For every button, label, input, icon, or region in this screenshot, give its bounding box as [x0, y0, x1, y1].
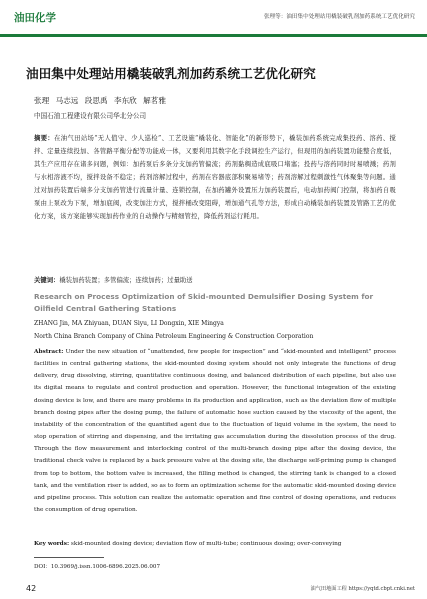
english-abstract-label: Abstract:: [34, 349, 64, 355]
journal-name: 油田化学: [14, 12, 56, 24]
english-title: Research on Process Optimization of Skid-mounted Demulsifier Dosing System for Oilfield Central Gathering Stations: [34, 292, 374, 313]
chinese-abstract-label: 摘要：: [34, 135, 55, 142]
english-abstract: [34, 346, 396, 516]
footnote-divider: [34, 557, 104, 558]
english-affiliation: North China Branch Company of China Petroleum Engineering & Construction Corporation: [34, 333, 314, 340]
english-authors: ZHANG Jin, MA Zhiyuan, DUAN Siyu, LI Dongxin, XIE Mingya: [34, 320, 224, 327]
chinese-keywords-label: 关键词：: [34, 277, 60, 284]
chinese-affiliation: 中国石油工程建设有限公司华北分公司: [34, 112, 147, 120]
chinese-abstract-text: 在油气田站场“无人值守、少人巡检”、工艺设施“橇装化、智能化”的新形势下，橇装加药系统完成集投药、溶药、搅拌、定量连续投加、各管路平衡分配等功能成一体，又要利用其数字化手段调控生产运行，但现用的加药装置功能整合度低，其生产应用存在诸多问题，例如：加药泵后多条分支加药管偏流；药剂黏稠造成底吸口堵塞；投药与溶药同时时易喷溅；药剂与水相溶液不均，搅拌设备不稳定；药剂溶解过程中，药剂在容器底部积聚易堵等；药剂溶解过程刺激性气体聚集等问题。通过对加药装置后端多分支加药管进行流量计量、连锁控制，在加药罐外设置压力加药装置后，电动加药阀门控制，将加药自吸泵由上泵改为下泵，增加底阀，改变加注方式，搅拌桶改变阻碍，增加通气孔等方法，形成自动橇装加药装置及管路工艺的优化方案，该方案能够实现加药作业的自动操作与精细管控，降低药剂运行耗用。: [34, 135, 397, 221]
chinese-authors: 张理 马志远 段思禹 李东欣 解茗雅: [34, 96, 166, 105]
footer-journal: 油气田地面工程 https://yqtd.cbpt.cnki.net: [310, 586, 415, 592]
english-keywords: [34, 541, 396, 547]
page-header: [0, 0, 427, 37]
chinese-title: 油田集中处理站用橇装破乳剂加药系统工艺优化研究: [26, 66, 316, 81]
chinese-abstract: [34, 132, 396, 223]
chinese-keywords-text: 橇装加药装置；多管偏流；连续加药；过量助送: [59, 277, 193, 284]
doi: DOI：10.3969/j.issn.1006-6896.2025.06.007: [34, 564, 161, 570]
english-abstract-text: Under the new situation of “unattended, few people for inspection” and “skid-mounted and intelligent” process facilities in central gathering stations, the skid-mounted dosing system should not only integrate the functions of drug delivery, drug dissolving, stirring, quantitative continuous dosing, and balanced distribution of each pipeline, but also use its digital means to regulate and control production and operation. However, the functional integration of the existing dosing device is low, and there are many problems in its production and application, such as the deviation flow of multiple branch dosing pipes after the dosing pump, the failure of automatic hose suction caused by the viscosity of the agent, the instability of the concentration of the quantified agent due to the fluctuation of liquid volume in the system, the need to stop operation of stirring and dispensing, and the irritating gas accumulation during the dissolution process of the drug. Through the flow measurement and interlocking control of the multi-branch dosing pipe after the dosing device, the traditional check valve is replaced by a back pressure valve at the dosing site, the discharge self-priming pump is changed from top to bottom, the bottom valve is increased, the filling method is changed, the stirring tank is changed to a closed tank, and the ventilation riser is added, so as to form an optimization scheme for the automatic skid-mounted dosing device and pipeline process. This solution can realize the automatic operation and fine control of dosing operations, and reduces the consumption of drug operation.: [34, 349, 396, 514]
english-keywords-label: Key words:: [34, 541, 70, 547]
running-head: 张理等：油田集中处理站用橇装破乳剂加药系统工艺优化研究: [263, 14, 415, 20]
chinese-keywords: [34, 275, 396, 284]
english-keywords-text: skid-mounted dosing device; deviation flow of multi-tube; continuous dosing; over-conveying: [70, 541, 342, 547]
page-number: 42: [26, 584, 37, 593]
